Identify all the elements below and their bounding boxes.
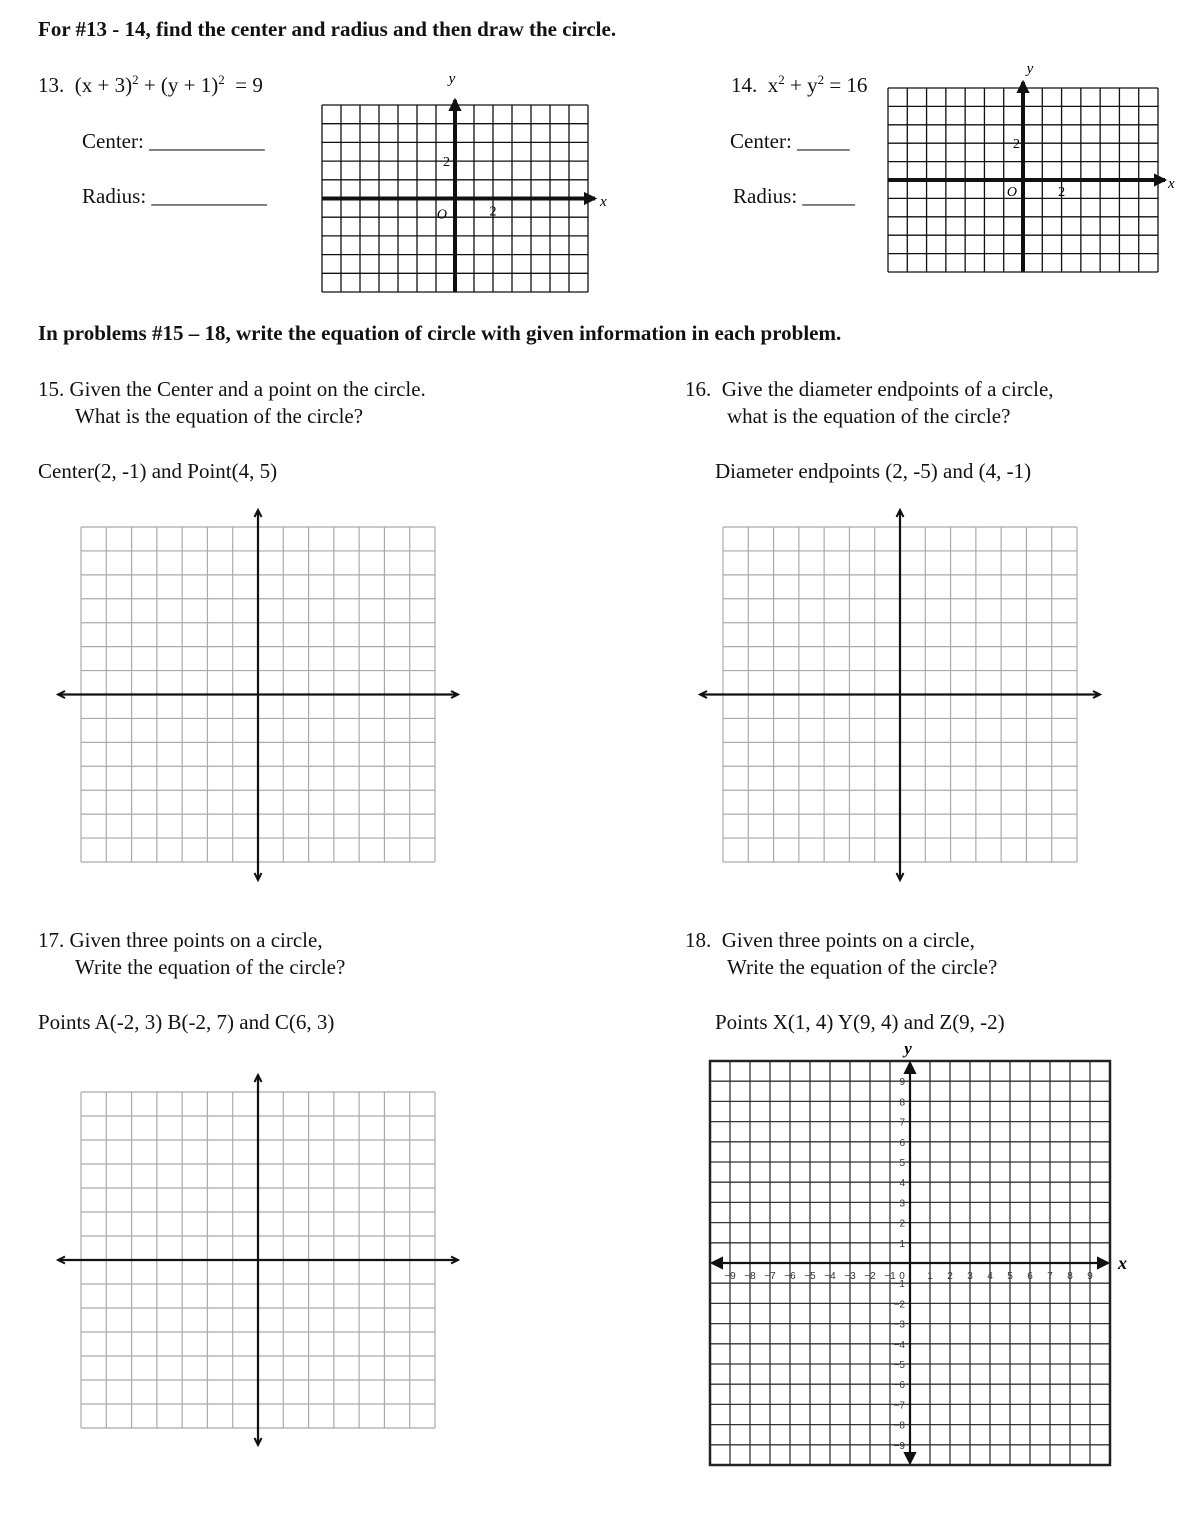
y-tick-label: −6 <box>893 1380 905 1392</box>
x-tick-label: 4 <box>987 1271 993 1282</box>
eq-part: = 9 <box>224 73 263 97</box>
x-arrow-icon <box>1098 1258 1108 1268</box>
x-tick-label: 9 <box>1087 1271 1093 1282</box>
prompt-line: what is the equation of the circle? <box>727 404 1011 428</box>
x-arrow-icon <box>1155 175 1165 185</box>
y-tick-label: −1 <box>893 1279 905 1291</box>
eq-exponent: 2 <box>218 72 225 87</box>
graph-14-grid <box>888 82 1165 272</box>
prompt-line: What is the equation of the circle? <box>75 404 364 428</box>
x-tick-label: 6 <box>1027 1271 1033 1282</box>
given-info: Diameter endpoints (2, -5) and (4, -1) <box>715 459 1032 483</box>
radius-label: Radius: <box>733 184 798 208</box>
y-arrow-icon <box>905 1063 915 1073</box>
origin-label: O <box>1006 185 1017 200</box>
y-tick-label: −7 <box>893 1400 905 1412</box>
x-tick-label: 8 <box>1067 1271 1073 1282</box>
y-tick-label: 1 <box>899 1238 905 1250</box>
eq-part: (x + 3) <box>74 73 133 97</box>
x-axis-label: x <box>600 194 607 210</box>
x-tick-label: 5 <box>1007 1271 1013 1282</box>
y-tick-label: −9 <box>893 1440 905 1452</box>
y-axis-label: y <box>904 1039 912 1058</box>
x-arrow-icon <box>712 1258 722 1268</box>
y-axis-label: y <box>1026 61 1034 77</box>
eq-exponent: 2 <box>778 72 785 87</box>
x-tick-label: −2 <box>864 1271 876 1282</box>
y-tick-label: 5 <box>899 1158 905 1169</box>
x-tick-label: −7 <box>764 1271 776 1282</box>
x-axis-label: x <box>1118 1253 1127 1273</box>
prompt-line: Given the Center and a point on the circle. <box>69 377 426 401</box>
x-tick-label: 2 <box>947 1271 953 1282</box>
x-tick-label: −4 <box>824 1271 836 1282</box>
center-label: Center: <box>82 129 144 153</box>
y-axis-label: y <box>448 71 456 87</box>
problem-number: 13. <box>38 73 65 97</box>
given-info: Center(2, -1) and Point(4, 5) <box>38 459 278 483</box>
eq-exponent: 2 <box>132 72 139 87</box>
x-tick-label: −8 <box>744 1271 756 1282</box>
x-tick-label: −1 <box>884 1271 896 1282</box>
graph-16-grid <box>700 510 1100 880</box>
y-tick-label: 2 <box>899 1218 905 1230</box>
problem-number: 16. <box>685 377 712 401</box>
y-tick-label: −3 <box>893 1319 905 1331</box>
eq-part: = 16 <box>824 73 868 97</box>
y-tick-label: 6 <box>899 1137 905 1149</box>
y-tick-label: 4 <box>899 1178 905 1190</box>
graph-18-grid <box>710 1061 1110 1465</box>
y-tick-label: 2 <box>1013 137 1020 153</box>
y-tick-label: −2 <box>893 1299 905 1311</box>
graph-15-grid <box>58 510 458 880</box>
eq-part: + y <box>784 73 818 97</box>
prompt-line: Write the equation of the circle? <box>727 955 998 979</box>
y-arrow-icon <box>1018 82 1028 92</box>
x-axis-label: x <box>1168 176 1175 192</box>
y-tick-label: −5 <box>893 1360 905 1371</box>
problem-number: 18. <box>685 928 712 952</box>
y-arrow-icon <box>450 100 460 110</box>
radius-label: Radius: <box>82 184 147 208</box>
graph-17-grid <box>58 1075 458 1445</box>
y-tick-label: −4 <box>893 1339 905 1351</box>
given-info: Points A(-2, 3) B(-2, 7) and C(6, 3) <box>38 1010 335 1034</box>
problem-number: 17. <box>38 928 65 952</box>
given-info: Points X(1, 4) Y(9, 4) and Z(9, -2) <box>715 1010 1005 1034</box>
x-tick-label: 2 <box>489 204 497 220</box>
x-tick-label: 2 <box>1058 185 1066 200</box>
prompt-line: Give the diameter endpoints of a circle, <box>721 377 1054 401</box>
problem-number: 15. <box>38 377 65 401</box>
eq-part: x <box>767 73 779 97</box>
y-arrow-icon <box>905 1453 915 1463</box>
x-tick-label: −9 <box>724 1271 736 1282</box>
prompt-line: Given three points on a circle, <box>69 928 323 952</box>
y-tick-label: −8 <box>893 1420 905 1432</box>
x-tick-label: 0 <box>899 1271 905 1282</box>
center-label: Center: <box>730 129 792 153</box>
prompt-line: Write the equation of the circle? <box>75 955 346 979</box>
radius-blank[interactable]: _____ <box>802 184 855 208</box>
radius-blank[interactable]: ___________ <box>151 184 267 208</box>
graph-13-grid <box>322 100 595 292</box>
x-tick-label: 1 <box>927 1271 933 1282</box>
x-tick-label: 7 <box>1047 1271 1053 1282</box>
x-arrow-icon <box>585 194 595 204</box>
y-tick-label: 9 <box>899 1077 905 1089</box>
worksheet-title: For #13 - 14, find the center and radius and then draw the circle. <box>38 17 617 41</box>
problem-number: 14. <box>731 73 758 97</box>
x-tick-label: 3 <box>967 1271 973 1282</box>
x-tick-label: −3 <box>844 1271 856 1282</box>
x-tick-label: −6 <box>784 1271 796 1282</box>
center-blank[interactable]: ___________ <box>149 129 265 153</box>
section-heading: In problems #15 – 18, write the equation of circle with given information in each problem. <box>38 321 842 345</box>
y-tick-label: 8 <box>899 1097 905 1109</box>
eq-exponent: 2 <box>817 72 825 87</box>
prompt-line: Given three points on a circle, <box>721 928 975 952</box>
x-tick-label: −5 <box>804 1271 816 1282</box>
eq-part: + (y + 1) <box>138 73 219 97</box>
y-tick-label: 7 <box>899 1117 905 1129</box>
y-tick-label: 3 <box>899 1198 905 1210</box>
origin-label: O <box>436 207 447 223</box>
center-blank[interactable]: _____ <box>797 129 850 153</box>
y-tick-label: 2 <box>443 155 450 171</box>
